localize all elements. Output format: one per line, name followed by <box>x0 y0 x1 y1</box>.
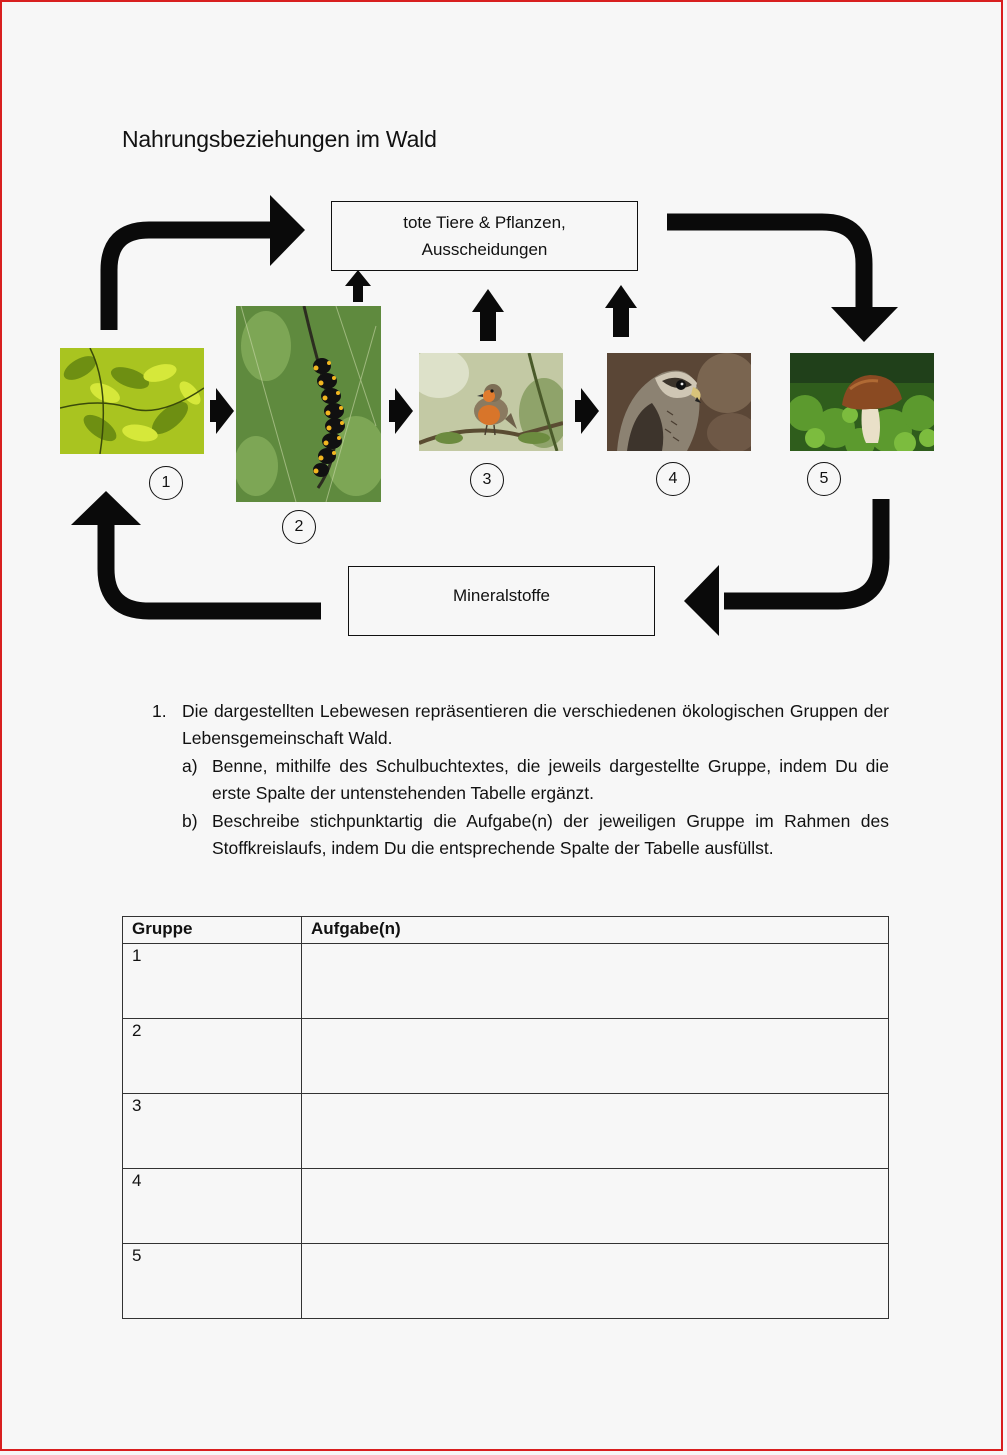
subtask-a <box>182 753 889 808</box>
arrow-head-up <box>71 491 141 525</box>
number-5: 5 <box>807 462 841 496</box>
task-cell[interactable] <box>302 1169 889 1244</box>
group-cell: 1 <box>123 944 302 1019</box>
group-cell: 2 <box>123 1019 302 1094</box>
group-cell: 3 <box>123 1094 302 1169</box>
cycle-arrows <box>2 2 1005 662</box>
arrow-head-right <box>270 195 305 266</box>
number-3: 3 <box>470 463 504 497</box>
caterpillar-photo <box>236 306 381 502</box>
arrow-head-left <box>684 565 719 636</box>
arrow-head-down <box>831 307 898 342</box>
task-cell[interactable] <box>302 944 889 1019</box>
number-4: 4 <box>656 462 690 496</box>
table-row <box>123 1244 889 1319</box>
table-header-row <box>123 917 889 944</box>
page-title: Nahrungsbeziehungen im Wald <box>122 126 437 152</box>
header-task: Aufgabe(n) <box>302 917 889 944</box>
dead-organisms-line2: Ausscheidungen <box>421 240 548 259</box>
group-cell: 5 <box>123 1244 302 1319</box>
dead-organisms-box <box>331 201 638 271</box>
task-cell[interactable] <box>302 1244 889 1319</box>
falcon-photo <box>607 353 751 451</box>
subtask-text: Benne, mithilfe des Schulbuchtextes, die jeweils dargestellte Gruppe, indem Du die erste Spalte der untenstehenden Tabelle ergänzt. <box>212 755 889 804</box>
subtask-label: a) <box>182 755 198 776</box>
task-cell[interactable] <box>302 1094 889 1169</box>
mushroom-photo <box>790 353 934 451</box>
task-item <box>152 698 889 753</box>
subtask-b <box>182 808 889 863</box>
number-1: 1 <box>149 466 183 500</box>
number-2: 2 <box>282 510 316 544</box>
minerals-box: Mineralstoffe <box>348 566 655 636</box>
table-row <box>123 1094 889 1169</box>
task-list <box>152 698 889 862</box>
subtask-text: Beschreibe stichpunktartig die Aufgabe(n) der jeweiligen Gruppe im Rahmen des Stoffkreislaufs, indem Du die entsprechende Spalte der Tabelle ausfüllst. <box>212 810 889 859</box>
dead-organisms-line1: tote Tiere & Pflanzen, <box>403 213 566 232</box>
answer-table <box>122 916 889 1319</box>
task-number: 1. <box>152 701 167 721</box>
task-text: Die dargestellten Lebewesen repräsentieren die verschiedenen ökologischen Gruppen der Lebensgemeinschaft Wald. <box>182 701 889 749</box>
header-group: Gruppe <box>123 917 302 944</box>
task-cell[interactable] <box>302 1019 889 1094</box>
subtask-label: b) <box>182 810 198 831</box>
table-row <box>123 1169 889 1244</box>
table-row <box>123 1019 889 1094</box>
leaves-photo <box>60 348 204 454</box>
group-cell: 4 <box>123 1169 302 1244</box>
robin-photo <box>419 353 563 451</box>
table-row <box>123 944 889 1019</box>
